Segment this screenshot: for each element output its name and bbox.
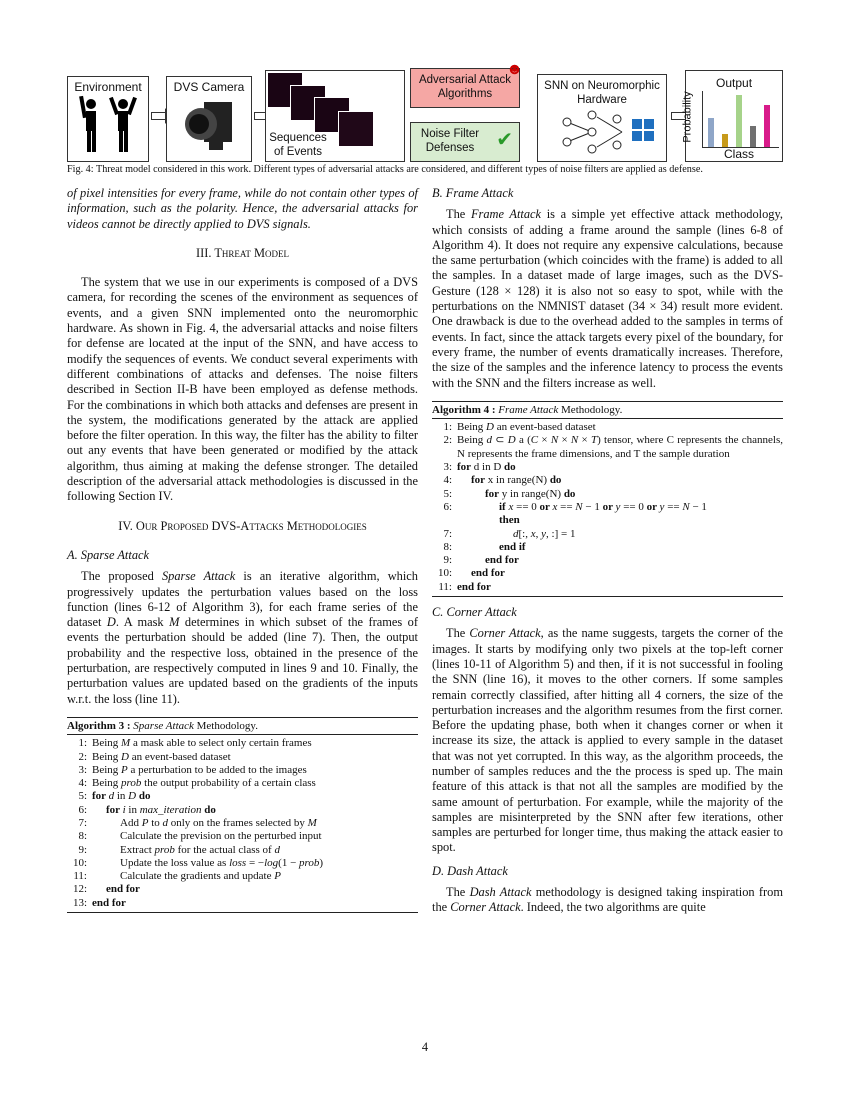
algorithm-body — [67, 735, 418, 912]
text-run: y — [659, 500, 665, 513]
line-text — [92, 777, 418, 790]
left-column — [67, 186, 418, 921]
algorithm-line — [67, 844, 418, 857]
environment-label: Environment — [74, 80, 142, 94]
text-run: y in range(N) — [499, 487, 564, 500]
algorithm-line — [67, 737, 418, 750]
text-run: an event-based dataset — [128, 750, 231, 763]
devil-icon: ☻ — [506, 61, 523, 78]
algorithm-line — [67, 751, 418, 764]
line-text — [92, 751, 418, 764]
algorithm-line — [67, 777, 418, 790]
line-text — [457, 567, 783, 580]
line-text — [92, 790, 418, 803]
algorithm-line — [432, 567, 783, 580]
line-text — [457, 488, 783, 501]
line-number: 7: — [78, 816, 87, 829]
text-run: × — [578, 434, 591, 447]
text-run: Dash Attack — [469, 885, 532, 900]
snn-label: SNN on Neuromorphic Hardware — [544, 80, 660, 106]
paragraph — [432, 885, 783, 916]
subsection-heading: D. Dash Attack — [432, 863, 508, 878]
text-run: end for — [92, 896, 126, 909]
text-run: P — [141, 816, 149, 829]
text-run: max_iteration — [139, 803, 202, 816]
paragraph — [67, 186, 418, 232]
text-run: Corner Attack — [469, 626, 541, 641]
text-run: M — [307, 816, 317, 829]
text-run: a perturbation to be added to the images — [127, 763, 307, 776]
bar — [722, 134, 728, 147]
subsection-heading: C. Corner Attack — [432, 605, 517, 620]
line-text — [92, 817, 418, 830]
line-number — [432, 514, 457, 527]
text-run: prob — [121, 777, 142, 790]
text-run: for — [485, 487, 500, 500]
text-run: T — [590, 434, 598, 447]
attack-box — [410, 61, 523, 108]
line-number: 8: — [443, 540, 452, 553]
figure-caption: Fig. 4: Threat model considered in this work. Different types of adversarial attacks are considered, and different types of noise filters are applied as defense. — [67, 164, 703, 175]
text-run: end if — [499, 540, 526, 553]
text-run: Being — [92, 777, 122, 790]
text-run: P — [274, 870, 281, 883]
line-number: 2: — [443, 434, 452, 447]
text-run: N — [575, 500, 583, 513]
line-number: 5: — [443, 487, 452, 500]
line-text — [92, 764, 418, 777]
text-run: == — [664, 500, 683, 513]
line-text — [92, 737, 418, 750]
text-run: D — [106, 615, 116, 630]
line-number: 3: — [78, 763, 87, 776]
line-text — [92, 804, 418, 817]
x-axis-label: Class — [724, 147, 755, 161]
algorithm-line — [67, 804, 418, 817]
text-run: Frame Attack — [498, 403, 559, 416]
algorithm-line — [432, 488, 783, 501]
line-text — [457, 461, 783, 474]
text-run: D — [486, 421, 494, 434]
line-text — [92, 870, 418, 883]
text-run: = − — [246, 856, 265, 869]
line-number: 2: — [78, 750, 87, 763]
text-run: Being — [92, 737, 122, 750]
text-run: − 1 — [582, 500, 603, 513]
line-text — [92, 857, 418, 870]
text-run: The system that we use in our experiments is composed of a DVS camera, for recording the scenes of the environment as sequences of events, and a given SNN implemented onto the neuromorphic hardware. As shown in Fig. 4, the adversarial attacks and noise filters for defense are located at the input of the SNN, and have access to modify the sequences of events. We conduct several experiments with different combinations of attacks and defenses. The noise filters described in Section II-B have been employed as defense methods. For the combinations in which both attacks and defenses are present in the system, the modifications generated by the attack are applied before the filter operation. In this way, the filter has the ability to filter out any events that have been generated or modified by the attack algorithm, thus aiming at making the defense stronger. The detailed description of the adversarial attack methodologies is discussed in the following Section IV. — [67, 275, 418, 504]
text-run: D — [128, 790, 137, 803]
text-run: d in D — [471, 461, 505, 474]
line-number: 1: — [443, 421, 452, 434]
text-run: a ( — [515, 434, 531, 447]
camera-icon — [179, 94, 239, 154]
text-run: a mask able to select only certain frames — [130, 737, 312, 750]
algorithm-title — [432, 402, 783, 419]
line-text — [92, 897, 418, 910]
line-number: 9: — [443, 554, 452, 567]
text-run: M — [121, 737, 131, 750]
line-text — [92, 830, 418, 843]
algorithm-line — [432, 581, 783, 594]
algorithm-line — [432, 554, 783, 567]
text-run: d — [274, 843, 280, 856]
sequences-label: Sequences of Events — [269, 132, 327, 158]
bar — [708, 118, 714, 147]
text-run: , — [535, 527, 542, 540]
line-number: 5: — [78, 790, 87, 803]
line-number: 6: — [443, 500, 452, 513]
text-run: C — [530, 434, 539, 447]
text-run: d — [162, 816, 168, 829]
text-run: d — [486, 434, 493, 447]
algorithm-line — [67, 897, 418, 910]
text-run: N — [570, 434, 579, 447]
text-run: then — [499, 514, 520, 527]
text-run: d — [108, 790, 115, 803]
text-run: − 1 — [689, 500, 707, 513]
text-run: end for — [457, 580, 491, 593]
text-run: y — [615, 500, 621, 513]
line-text — [457, 514, 783, 527]
text-run: D — [121, 750, 129, 763]
text-run: for — [92, 790, 109, 803]
text-run: end for — [106, 883, 140, 896]
text-run: Update the loss value as — [120, 856, 230, 869]
text-run: for — [457, 461, 472, 474]
text-run: == 0 — [620, 500, 647, 513]
line-number: 9: — [78, 843, 87, 856]
algorithm-line — [432, 528, 783, 541]
text-run: [:, — [518, 527, 531, 540]
line-number: 12: — [72, 883, 87, 896]
line-number: 10: — [437, 567, 452, 580]
text-run: Frame Attack — [470, 207, 542, 222]
text-run: end for — [485, 554, 519, 567]
algorithm-line — [67, 817, 418, 830]
text-run: The — [446, 885, 470, 900]
text-run: , :] = 1 — [546, 527, 576, 540]
snn-box — [537, 74, 667, 162]
paragraph — [67, 569, 418, 707]
algorithm-line — [432, 541, 783, 554]
text-run: × — [538, 434, 551, 447]
right-column — [432, 186, 783, 916]
line-number: 7: — [443, 527, 452, 540]
line-text — [457, 541, 783, 554]
line-number: 13: — [72, 896, 87, 909]
subsection-heading: B. Frame Attack — [432, 186, 514, 200]
text-run: to — [148, 816, 163, 829]
camera-label: DVS Camera — [173, 80, 245, 94]
text-run: , as the name suggests, targets the corner of the images. It starts by modifying only two pixels at the top-left corner (lines 10-11 of Algorithm 5) and then, if it is not successful in fooling the SNN (line 16), it moves to the other corners. If some samples remain correctly classified, after hitting all 4 corners, the size of the perturbation increases and the algorithm resumes from the first corner. Before the updating phase, both when it changes corner or when it increase its size, the attack is applied to every sample in the dataset that was not yet corrupted. In this way, as the algorithm proceeds, the number of samples reduces and the the process is sped up. The main feature of this attack is that not all the samples are modified by the same amount of perturbation. For example, while the majority of the samples are misinterpreted by the SNN after few iterations, other samples are perturbed for longer time, thus making the attack easier to spot. — [432, 626, 783, 855]
algorithm-line — [432, 474, 783, 487]
text-run: x in range(N) — [485, 474, 550, 487]
text-run: or — [539, 500, 553, 513]
section-heading: III. Threat Model — [195, 245, 290, 260]
line-text — [92, 883, 418, 896]
text-run: do — [549, 474, 562, 487]
bar-plot — [702, 91, 779, 148]
line-text — [457, 581, 783, 594]
text-run: D — [507, 434, 516, 447]
text-run: Methodology. — [558, 403, 623, 416]
text-run: do — [504, 461, 516, 474]
text-run: Sparse Attack — [133, 719, 194, 732]
y-axis-label: Probability — [681, 91, 694, 143]
text-run: Calculate the gradients and update — [120, 870, 275, 883]
line-number: 3: — [443, 461, 452, 474]
text-run: if — [499, 500, 509, 513]
text-run: in — [114, 790, 129, 803]
text-run: prob — [154, 843, 175, 856]
text-run: Sparse Attack — [161, 569, 236, 584]
page-number: 4 — [421, 1040, 429, 1054]
environment-box — [67, 76, 149, 162]
text-run: x — [530, 527, 536, 540]
algorithm-block — [432, 401, 783, 597]
text-run: of pixel intensities for every frame, while do not contain other types of information, such as the polarity. Hence, the adversarial attacks for videos cannot be directly applied to DVS signals. — [67, 186, 418, 231]
defense-box — [410, 122, 520, 162]
text-run: do — [136, 790, 151, 803]
text-run: x — [552, 500, 558, 513]
algorithm-line — [432, 434, 783, 461]
text-run: Methodology. — [193, 719, 258, 732]
text-run: for the actual class of — [174, 843, 275, 856]
paragraph — [67, 275, 418, 504]
output-box — [681, 70, 783, 162]
text-run: Being — [457, 434, 487, 447]
line-text — [457, 474, 783, 487]
text-run: N — [550, 434, 559, 447]
text-run: N — [682, 500, 690, 513]
line-number: 8: — [78, 830, 87, 843]
bar — [736, 95, 742, 147]
text-run: . Indeed, the two algorithms are quite — [520, 900, 706, 915]
text-run: methodology is designed taking inspiration from the — [432, 885, 783, 915]
people-icon — [73, 94, 143, 154]
figure-threat-model — [67, 61, 783, 164]
dvs-camera-box — [166, 76, 252, 162]
text-run: (1 − — [278, 856, 300, 869]
text-run: P — [121, 763, 128, 776]
text-run: Being — [92, 763, 122, 776]
defense-label: Noise Filter Defenses — [420, 128, 480, 154]
algorithm-line — [432, 461, 783, 474]
text-run: or — [646, 500, 660, 513]
line-number: 6: — [78, 803, 87, 816]
text-run: The — [446, 626, 470, 641]
text-run: is a simple yet effective attack methodology, which consists of adding a frame around the sample (lines 6-8 of Algorithm 4). It does not require any expensive calculations, because the same perturbation (which coincides with the frame) is added to all the samples. In a dataset made of large images, such as the DVS-Gesture (128 × 128) it is also not so easy to spot, while with the perturbations on the NMNIST dataset (34 × 34) result more evident. One drawback is due to the overhead added to the samples in terms of events. In fact, since the attack targets every pixel of the boundary, for every frame, the number of events dramatically increases. Therefore, the size of the samples and the inference latency to process the events with the SNN and the filters increase as well. — [432, 207, 783, 390]
line-number: 4: — [78, 777, 87, 790]
text-run: d — [513, 527, 519, 540]
algorithm-title — [67, 718, 418, 735]
text-run: y — [541, 527, 547, 540]
text-run: Algorithm 3 : — [67, 719, 134, 732]
text-run: Calculate the prevision on the perturbed input — [120, 830, 322, 843]
arrow-icon — [151, 112, 165, 120]
text-run: log — [264, 856, 279, 869]
line-number: 1: — [78, 737, 87, 750]
text-run: x — [508, 500, 514, 513]
text-run: ⊂ — [492, 434, 508, 447]
line-text — [457, 421, 783, 434]
text-run: the output probability of a certain class — [141, 777, 316, 790]
line-number: 4: — [443, 474, 452, 487]
text-run: The — [446, 207, 471, 222]
bar — [750, 126, 756, 147]
paragraph — [432, 207, 783, 391]
line-number: 10: — [72, 856, 87, 869]
algorithm-block — [67, 717, 418, 913]
line-number: 11: — [438, 580, 452, 593]
text-run: Add — [120, 816, 142, 829]
text-run: The proposed — [81, 569, 162, 584]
line-number: 11: — [73, 870, 87, 883]
bar — [764, 105, 770, 147]
text-run: M — [169, 615, 180, 630]
text-run: only on the frames selected by — [168, 816, 308, 829]
output-label: Output — [716, 76, 753, 90]
algorithm-line — [67, 764, 418, 777]
paragraph — [432, 626, 783, 855]
text-run: ) tensor, where C represents the channels, N represents the frame dimensions, and T the sample duration — [457, 434, 783, 460]
line-text — [92, 844, 418, 857]
text-run: loss — [229, 856, 247, 869]
text-run: or — [602, 500, 616, 513]
text-run: . A mask — [115, 615, 170, 630]
line-text — [457, 434, 783, 461]
text-run: do — [201, 803, 216, 816]
text-run: Being — [92, 750, 122, 763]
neural-network-icon — [547, 107, 657, 157]
text-run: determines in which subset of the frames of events the perturbation should be added (line 7). Then, the output probability and the respective loss, obtained in the presence of the perturbation, are respectively computed in lines 9 and 10. Finally, the perturbation values are updated based on the gradients of the inputs w.r.t. the loss (line 11). — [67, 615, 418, 706]
text-run: Corner Attack — [450, 900, 521, 915]
algorithm-line — [67, 883, 418, 896]
shield-check-icon: ✔ — [496, 129, 513, 151]
subsection-heading: A. Sparse Attack — [67, 547, 150, 562]
algorithm-line — [67, 790, 418, 803]
text-run: for — [471, 474, 486, 487]
text-run: an event-based dataset — [493, 421, 596, 434]
text-run: end for — [471, 567, 505, 580]
text-run: == 0 — [513, 500, 540, 513]
text-run: Extract — [120, 843, 155, 856]
section-heading: IV. Our Proposed DVS-Attacks Methodologies — [118, 518, 367, 533]
text-run: Algorithm 4 : — [432, 403, 499, 416]
text-run: i — [122, 803, 126, 816]
attack-label: Adversarial Attack Algorithms — [418, 74, 512, 100]
line-text — [457, 501, 783, 514]
text-run: is an iterative algorithm, which progressively updates the perturbation values based on the loss function (lines 6-12 of Algorithm 3), for each frame series of the dataset — [67, 569, 418, 630]
text-run: × — [558, 434, 571, 447]
text-run: prob — [299, 856, 320, 869]
algorithm-line — [67, 857, 418, 870]
algorithm-line — [67, 830, 418, 843]
text-run: in — [125, 803, 140, 816]
text-run: ) — [319, 856, 324, 869]
algorithm-body — [432, 419, 783, 596]
algorithm-line — [432, 501, 783, 514]
algorithm-line — [67, 870, 418, 883]
event-sequences-box — [265, 70, 405, 162]
text-run: Being — [457, 421, 487, 434]
event-frame-image — [338, 111, 374, 147]
algorithm-line — [432, 514, 783, 527]
text-run: do — [563, 487, 576, 500]
text-run: == — [557, 500, 576, 513]
algorithm-line — [432, 421, 783, 434]
text-run: for — [106, 803, 123, 816]
line-text — [457, 554, 783, 567]
line-text — [457, 528, 783, 541]
